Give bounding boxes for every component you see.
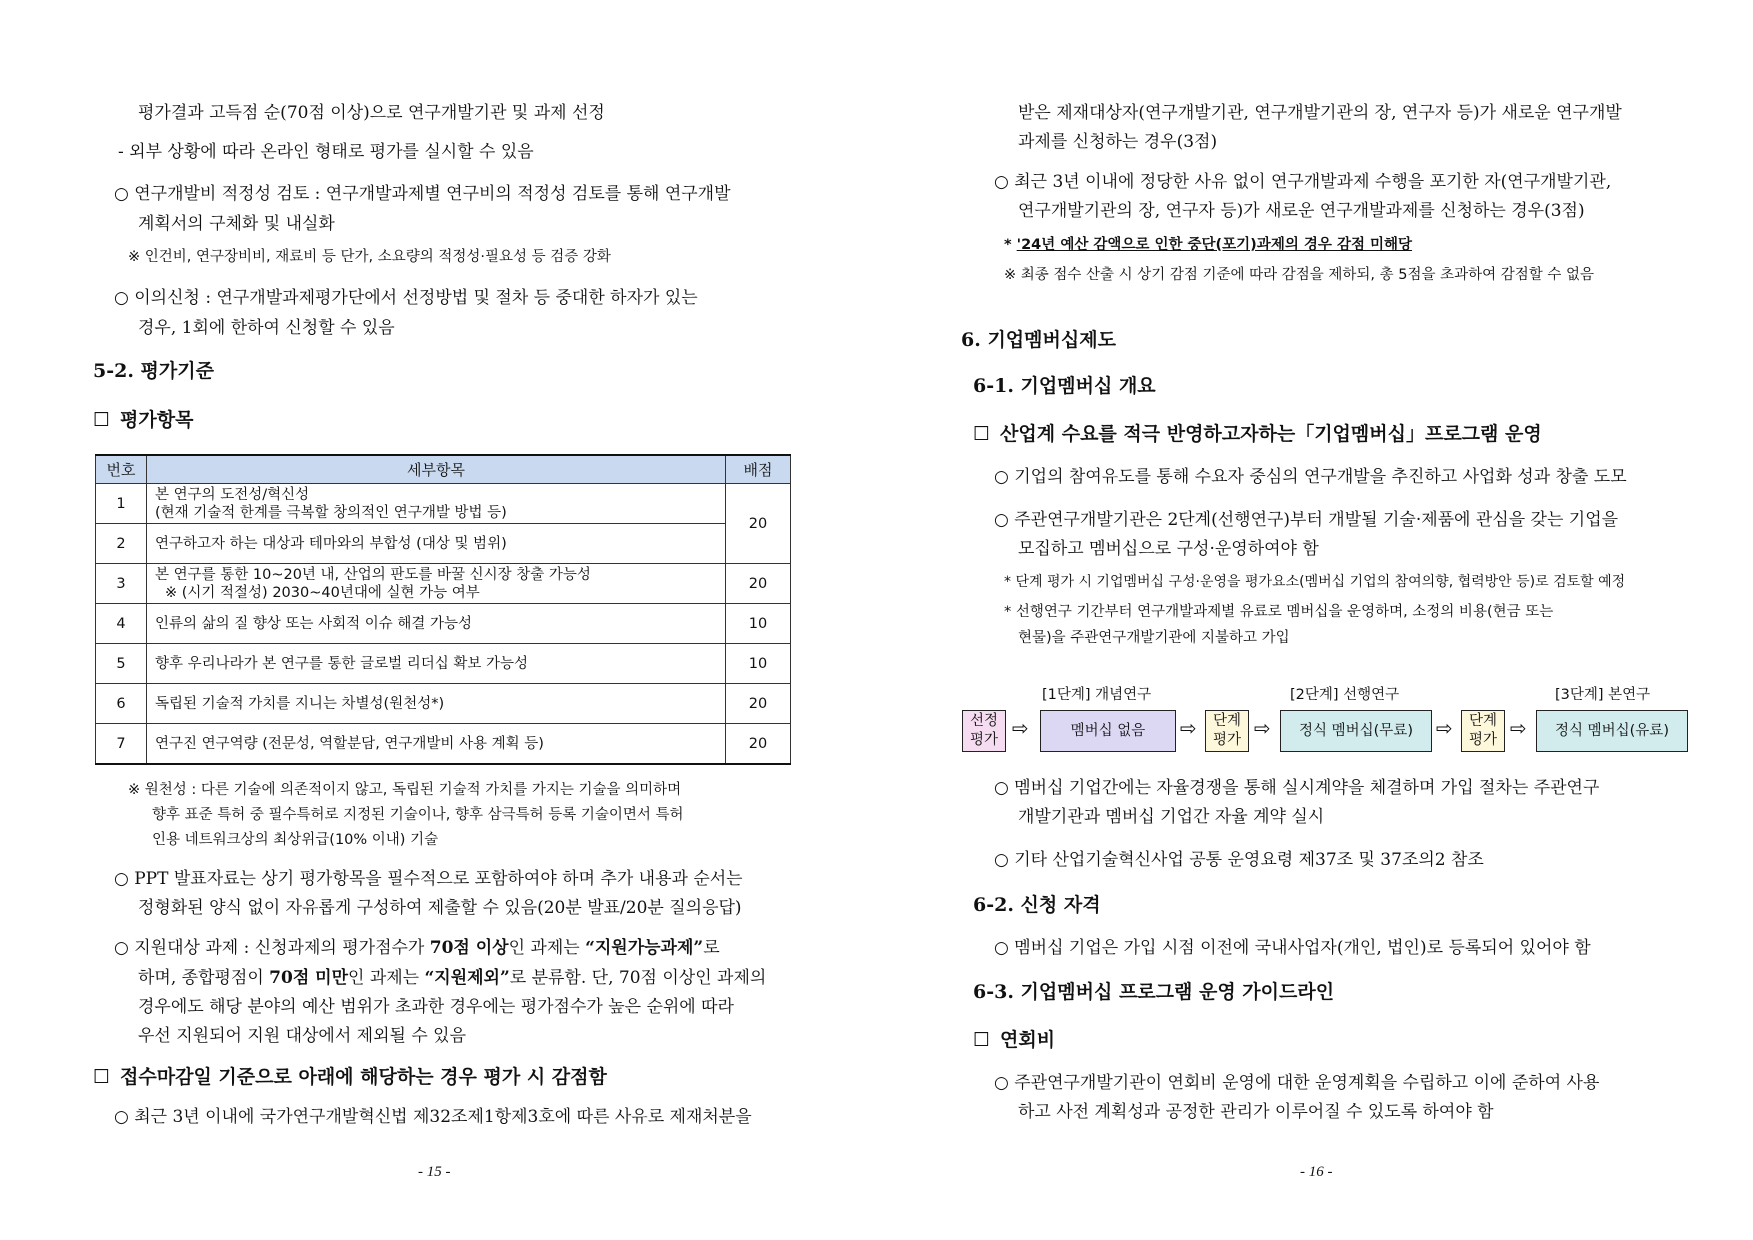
evaluation-criteria-table bbox=[95, 454, 791, 765]
stage-eval-box: 단계 평가 bbox=[1205, 710, 1249, 752]
text-line: 경우에도 해당 분야의 예산 범위가 초과한 경우에는 평가점수가 높은 순위에 따라 bbox=[138, 997, 734, 1017]
note-line: * 단계 평가 시 기업멤버십 구성·운영을 평가요소(멤버십 기업의 참여의향, 협력방안 등)로 검토할 예정 bbox=[1004, 574, 1626, 590]
section-heading-6-3: 6-3. 기업멤버십 프로그램 운영 가이드라인 bbox=[973, 981, 1335, 1003]
text-line: 받은 제재대상자(연구개발기관, 연구개발기관의 장, 연구자 등)가 새로운 연구개발 bbox=[1018, 103, 1622, 123]
bold-span: “지원가능과제” bbox=[585, 938, 704, 958]
section-heading-6: 6. 기업멤버십제도 bbox=[961, 329, 1116, 351]
table-row bbox=[96, 684, 791, 724]
text-line: ○ 멤버십 기업간에는 자율경쟁을 통해 실시계약을 체결하며 가입 절차는 주관연구 bbox=[994, 778, 1600, 798]
text-line: 정형화된 양식 없이 자유롭게 구성하여 제출할 수 있음(20분 발표/20분 질의응답) bbox=[138, 898, 742, 918]
paid-membership-box: 정식 멤버십(유료) bbox=[1536, 710, 1688, 752]
arrow-icon: ⇨ bbox=[1012, 716, 1029, 740]
note-line: 인용 네트워크상의 최상위급(10% 이내) 기술 bbox=[152, 832, 439, 848]
row-score: 20 bbox=[726, 684, 791, 724]
text-line: 연구개발기관의 장, 연구자 등)가 새로운 연구개발과제를 신청하는 경우(3점) bbox=[1018, 201, 1585, 221]
page-15 bbox=[0, 0, 876, 1240]
arrow-icon: ⇨ bbox=[1254, 716, 1271, 740]
heading-text: 산업계 수요를 적극 반영하고자하는「기업멤버십」프로그램 운영 bbox=[1000, 423, 1542, 445]
text-line: ○ 멤버십 기업은 가입 시점 이전에 국내사업자(개인, 법인)로 등록되어 있어야 함 bbox=[994, 938, 1591, 958]
fee-heading bbox=[973, 1028, 1055, 1052]
row-item: 연구진 연구역량 (전문성, 역할분담, 연구개발비 사용 계획 등) bbox=[147, 724, 726, 765]
table-header-score: 배점 bbox=[726, 455, 791, 484]
row-item-text: 본 연구를 통한 10~20년 내, 산업의 판도를 바꿀 신시장 창출 가능성 bbox=[155, 566, 591, 583]
checkbox-icon: ☐ bbox=[973, 423, 991, 445]
table-row bbox=[96, 564, 791, 604]
row-item: 독립된 기술적 가치를 지니는 차별성(원천성*) bbox=[147, 684, 726, 724]
row-score: 20 bbox=[726, 564, 791, 604]
note-line: ※ 인건비, 연구장비비, 재료비 등 단가, 소요량의 적정성·필요성 등 검증 강화 bbox=[128, 249, 611, 265]
table-row bbox=[96, 484, 791, 524]
text-line: ○ PPT 발표자료는 상기 평가항목을 필수적으로 포함하여야 하며 추가 내용과 순서는 bbox=[114, 869, 743, 889]
arrow-icon: ⇨ bbox=[1436, 716, 1453, 740]
text-line: 계획서의 구체화 및 내실화 bbox=[138, 214, 335, 234]
stage-label-3: [3단계] 본연구 bbox=[1555, 687, 1651, 703]
row-item-sub: ※ (시기 적절성) 2030~40년대에 실현 가능 여부 bbox=[165, 584, 480, 601]
table-row bbox=[96, 644, 791, 684]
text-line: ○ 기타 산업기술혁신사업 공통 운영요령 제37조 및 37조의2 참조 bbox=[994, 850, 1484, 870]
text-line: 하고 사전 계획성과 공정한 관리가 이루어질 수 있도록 하여야 함 bbox=[1018, 1102, 1494, 1122]
arrow-icon: ⇨ bbox=[1510, 716, 1527, 740]
text-line: - 외부 상황에 따라 온라인 형태로 평가를 실시할 수 있음 bbox=[118, 142, 534, 162]
text-line: 평가결과 고득점 순(70점 이상)으로 연구개발기관 및 과제 선정 bbox=[138, 103, 605, 123]
section-heading-6-1: 6-1. 기업멤버십 개요 bbox=[973, 375, 1156, 397]
row-score: 10 bbox=[726, 604, 791, 644]
text-line: 모집하고 멤버십으로 구성·운영하여야 함 bbox=[1018, 539, 1319, 559]
page-16 bbox=[876, 0, 1753, 1240]
support-line bbox=[138, 967, 766, 989]
text-line: 경우, 1회에 한하여 신청할 수 있음 bbox=[138, 318, 395, 338]
note-star: * bbox=[1004, 237, 1012, 253]
text-line: ○ 기업의 참여유도를 통해 수요자 중심의 연구개발을 추진하고 사업화 성과 창출 도모 bbox=[994, 467, 1627, 487]
note-bold-text: '24년 예산 감액으로 인한 중단(포기)과제의 경우 감점 미해당 bbox=[1016, 237, 1413, 253]
text-line: ○ 이의신청 : 연구개발과제평가단에서 선정방법 및 절차 등 중대한 하자가 있는 bbox=[114, 288, 698, 308]
free-membership-box: 정식 멤버십(무료) bbox=[1280, 710, 1432, 752]
program-heading bbox=[973, 422, 1542, 446]
text-span: ○ 지원대상 과제 : 신청과제의 평가점수가 bbox=[114, 938, 430, 958]
row-score: 10 bbox=[726, 644, 791, 684]
deduction-heading bbox=[93, 1065, 607, 1089]
row-item-sub: (현재 기술적 한계를 극복할 창의적인 연구개발 방법 등) bbox=[155, 504, 507, 521]
note-line: * 선행연구 기간부터 연구개발과제별 유료로 멤버십을 운영하며, 소정의 비용(현금 또는 bbox=[1004, 604, 1554, 620]
bold-span: 70점 이상 bbox=[429, 938, 509, 958]
eval-items-heading bbox=[93, 408, 193, 432]
checkbox-icon: ☐ bbox=[973, 1029, 991, 1051]
row-item: 연구하고자 하는 대상과 테마와의 부합성 (대상 및 범위) bbox=[147, 524, 726, 564]
table-row bbox=[96, 724, 791, 765]
note-line: ※ 원천성 : 다른 기술에 의존적이지 않고, 독립된 기술적 가치를 가지는 기술을 의미하며 bbox=[128, 782, 682, 798]
row-item bbox=[147, 564, 726, 604]
note-bold-line bbox=[1004, 235, 1412, 255]
no-membership-box: 멤버십 없음 bbox=[1040, 710, 1176, 752]
section-heading-5-2: 5-2. 평가기준 bbox=[93, 360, 214, 382]
text-span: 로 분류함. 단, 70점 이상인 과제의 bbox=[509, 968, 767, 988]
bold-span: “지원제외” bbox=[424, 968, 510, 988]
row-no: 6 bbox=[96, 684, 147, 724]
text-line: ○ 연구개발비 적정성 검토 : 연구개발과제별 연구비의 적정성 검토를 통해 연구개발 bbox=[114, 184, 731, 204]
heading-text: 연회비 bbox=[1000, 1029, 1056, 1051]
text-line: ○ 최근 3년 이내에 정당한 사유 없이 연구개발과제 수행을 포기한 자(연구개발기관, bbox=[994, 172, 1612, 192]
note-line: 향후 표준 특허 중 필수특허로 지정된 기술이나, 향후 삼극특허 등록 기술이면서 특허 bbox=[152, 807, 684, 823]
page-number: - 16 - bbox=[1300, 1164, 1333, 1180]
support-line bbox=[114, 937, 720, 959]
text-line: ○ 주관연구개발기관이 연회비 운영에 대한 운영계획을 수립하고 이에 준하여 사용 bbox=[994, 1073, 1600, 1093]
heading-text: 평가항목 bbox=[120, 409, 194, 431]
note-line: ※ 최종 점수 산출 시 상기 감점 기준에 따라 감점을 제하되, 총 5점을 초과하여 감점할 수 없음 bbox=[1004, 267, 1594, 283]
text-line: 우선 지원되어 지원 대상에서 제외될 수 있음 bbox=[138, 1026, 467, 1046]
text-span: 하며, 종합평점이 bbox=[138, 968, 270, 988]
text-line: ○ 최근 3년 이내에 국가연구개발혁신법 제32조제1항제3호에 따른 사유로 제재처분을 bbox=[114, 1107, 752, 1127]
row-item bbox=[147, 484, 726, 524]
stage-label-1: [1단계] 개념연구 bbox=[1042, 687, 1152, 703]
row-score: 20 bbox=[726, 484, 791, 564]
checkbox-icon: ☐ bbox=[93, 409, 111, 431]
row-item-text: 본 연구의 도전성/혁신성 bbox=[155, 486, 310, 503]
row-score: 20 bbox=[726, 724, 791, 765]
text-span: 인 과제는 bbox=[508, 938, 586, 958]
row-item: 향후 우리나라가 본 연구를 통한 글로벌 리더십 확보 가능성 bbox=[147, 644, 726, 684]
checkbox-icon: ☐ bbox=[93, 1066, 111, 1088]
text-span: 인 과제는 bbox=[348, 968, 425, 988]
text-line: 과제를 신청하는 경우(3점) bbox=[1018, 132, 1218, 152]
table-row bbox=[96, 604, 791, 644]
stage-label-2: [2단계] 선행연구 bbox=[1290, 687, 1400, 703]
page-number: - 15 - bbox=[418, 1164, 451, 1180]
row-no: 1 bbox=[96, 484, 147, 524]
text-line: 개발기관과 멤버십 기업간 자율 계약 실시 bbox=[1018, 807, 1325, 827]
bold-span: 70점 미만 bbox=[269, 968, 349, 988]
note-line: 현물)을 주관연구개발기관에 지불하고 가입 bbox=[1018, 630, 1290, 646]
row-no: 5 bbox=[96, 644, 147, 684]
row-no: 4 bbox=[96, 604, 147, 644]
row-no: 7 bbox=[96, 724, 147, 765]
table-header-no: 번호 bbox=[96, 455, 147, 484]
stage-eval-box: 단계 평가 bbox=[1461, 710, 1505, 752]
section-heading-6-2: 6-2. 신청 자격 bbox=[973, 894, 1101, 916]
text-line: ○ 주관연구개발기관은 2단계(선행연구)부터 개발될 기술·제품에 관심을 갖는 기업을 bbox=[994, 510, 1619, 530]
row-no: 3 bbox=[96, 564, 147, 604]
table-row bbox=[96, 524, 791, 564]
row-no: 2 bbox=[96, 524, 147, 564]
row-item: 인류의 삶의 질 향상 또는 사회적 이슈 해결 가능성 bbox=[147, 604, 726, 644]
arrow-icon: ⇨ bbox=[1180, 716, 1197, 740]
text-span: 로 bbox=[703, 938, 720, 958]
table-header-item: 세부항목 bbox=[147, 455, 726, 484]
heading-text: 접수마감일 기준으로 아래에 해당하는 경우 평가 시 감점함 bbox=[120, 1066, 607, 1088]
select-eval-box: 선정 평가 bbox=[962, 710, 1006, 752]
